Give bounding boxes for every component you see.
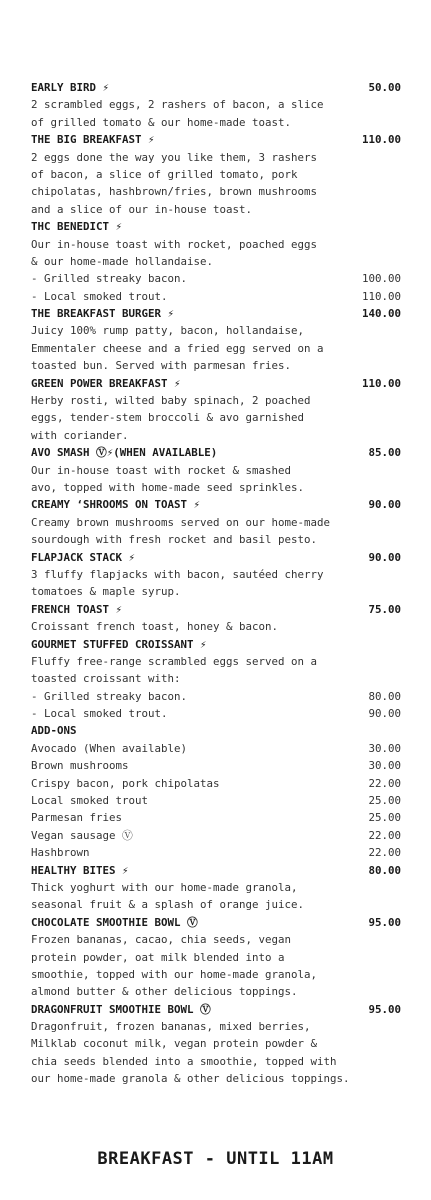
item-name: ADD-ONS	[31, 724, 77, 738]
item-price: 110.00	[361, 133, 401, 147]
menu-item-description	[31, 149, 401, 166]
item-price: 30.00	[368, 759, 401, 773]
item-text: smoothie, topped with our home-made granola,	[31, 967, 318, 981]
menu-option-row	[31, 270, 401, 287]
item-text: toasted croissant with:	[31, 672, 181, 686]
item-name: CREAMY ‘SHROOMS ON TOAST ⚡	[31, 498, 201, 512]
menu-item-title	[31, 375, 401, 392]
menu-option-row	[31, 844, 401, 861]
item-price: 80.00	[368, 689, 401, 703]
item-name: HEALTHY BITES ⚡	[31, 863, 129, 877]
item-price: 75.00	[368, 602, 401, 616]
menu-item-title	[31, 444, 401, 461]
item-text: Crispy bacon, pork chipolatas	[31, 776, 220, 790]
item-text: protein powder, oat milk blended into a	[31, 950, 285, 964]
menu-item-description	[31, 479, 401, 496]
item-price: 25.00	[368, 811, 401, 825]
item-text: - Grilled streaky bacon.	[31, 272, 188, 286]
menu-item-description	[31, 653, 401, 670]
item-price: 90.00	[368, 550, 401, 564]
item-text: 3 fluffy flapjacks with bacon, sautéed cherry	[31, 567, 324, 581]
menu-item-description	[31, 96, 401, 113]
item-text: 2 eggs done the way you like them, 3 rashers	[31, 150, 318, 164]
item-text: Fluffy free-range scrambled eggs served on a	[31, 654, 318, 668]
item-text: Herby rosti, wilted baby spinach, 2 poached	[31, 394, 311, 408]
item-text: - Local smoked trout.	[31, 289, 168, 303]
menu-item-title	[31, 1001, 401, 1018]
item-name: THC BENEDICT ⚡	[31, 220, 123, 234]
item-text: almond butter & other delicious toppings.	[31, 985, 298, 999]
menu-item-description	[31, 896, 401, 913]
menu-item-description	[31, 983, 401, 1000]
menu-item-description	[31, 114, 401, 131]
item-price: 80.00	[368, 863, 401, 877]
menu-item-title	[31, 218, 401, 235]
item-text: Our in-house toast with rocket & smashed	[31, 463, 292, 477]
menu-item-description	[31, 931, 401, 948]
menu-item-title	[31, 131, 401, 148]
menu-item-description	[31, 949, 401, 966]
menu-item-description	[31, 340, 401, 357]
item-text: Juicy 100% rump patty, bacon, hollandaise,	[31, 324, 305, 338]
item-text: Emmentaler cheese and a fried egg served on a	[31, 341, 324, 355]
item-price: 110.00	[361, 376, 401, 390]
menu-item-description	[31, 166, 401, 183]
item-text: our home-made granola & other delicious toppings.	[31, 1072, 350, 1086]
menu-footer-title: BREAKFAST - UNTIL 11AM	[97, 1149, 334, 1169]
menu-item-title	[31, 305, 401, 322]
menu-item-description	[31, 966, 401, 983]
item-text: Frozen bananas, cacao, chia seeds, vegan	[31, 933, 292, 947]
menu-option-row	[31, 688, 401, 705]
menu-item-description	[31, 253, 401, 270]
item-price: 50.00	[368, 81, 401, 94]
menu-item-description	[31, 201, 401, 218]
menu-option-row	[31, 792, 401, 809]
menu-option-row	[31, 809, 401, 826]
item-text: chia seeds blended into a smoothie, topped with	[31, 1054, 337, 1068]
item-text: and a slice of our in-house toast.	[31, 202, 253, 216]
item-text: Creamy brown mushrooms served on our home-made	[31, 515, 331, 529]
menu-item-title	[31, 549, 401, 566]
menu-item-description	[31, 409, 401, 426]
item-text: Thick yoghurt with our home-made granola,	[31, 880, 298, 894]
item-name: GREEN POWER BREAKFAST ⚡	[31, 376, 181, 390]
item-price: 140.00	[361, 307, 401, 321]
item-price: 95.00	[368, 915, 401, 929]
item-name: THE BIG BREAKFAST ⚡	[31, 133, 155, 147]
item-text: tomatoes & maple syrup.	[31, 585, 181, 599]
item-price: 85.00	[368, 446, 401, 460]
menu-option-row	[31, 827, 401, 844]
item-price: 95.00	[368, 1002, 401, 1016]
menu-item-title	[31, 862, 401, 879]
item-text: eggs, tender-stem broccoli & avo garnished	[31, 411, 305, 425]
item-name: EARLY BIRD ⚡	[31, 81, 110, 94]
item-text: & our home-made hollandaise.	[31, 254, 214, 268]
menu-item-title	[31, 601, 401, 618]
item-name: AVO SMASH Ⓥ⚡(WHEN AVAILABLE)	[31, 446, 218, 460]
item-price: 90.00	[368, 498, 401, 512]
menu-item-description	[31, 427, 401, 444]
item-text: Local smoked trout	[31, 794, 149, 808]
item-price: 100.00	[361, 272, 401, 286]
item-text: with coriander.	[31, 428, 129, 442]
menu-item-description	[31, 322, 401, 339]
item-text: Avocado (When available)	[31, 741, 188, 755]
item-price: 22.00	[368, 776, 401, 790]
item-price: 25.00	[368, 794, 401, 808]
menu-item-description	[31, 462, 401, 479]
menu-option-row	[31, 757, 401, 774]
menu-item-description	[31, 1053, 401, 1070]
menu-item-description	[31, 236, 401, 253]
item-text: 2 scrambled eggs, 2 rashers of bacon, a slice	[31, 98, 324, 112]
menu-item-description	[31, 879, 401, 896]
menu-item-description	[31, 357, 401, 374]
menu-item-description	[31, 531, 401, 548]
breakfast-menu	[31, 79, 401, 1088]
item-name: FRENCH TOAST ⚡	[31, 602, 123, 616]
item-price: 110.00	[361, 289, 401, 303]
item-name: FLAPJACK STACK ⚡	[31, 550, 136, 564]
item-text: sourdough with fresh rocket and basil pesto.	[31, 533, 318, 547]
item-text: - Grilled streaky bacon.	[31, 689, 188, 703]
item-text: Milklab coconut milk, vegan protein powder &	[31, 1037, 318, 1051]
menu-option-row	[31, 775, 401, 792]
item-text: Brown mushrooms	[31, 759, 129, 773]
menu-item-description	[31, 1018, 401, 1035]
menu-item-description	[31, 566, 401, 583]
item-text: of grilled tomato & our home-made toast.	[31, 115, 292, 129]
menu-item-title	[31, 722, 401, 739]
menu-item-description	[31, 1035, 401, 1052]
item-text: of bacon, a slice of grilled tomato, pork	[31, 167, 298, 181]
menu-item-description	[31, 514, 401, 531]
item-name: CHOCOLATE SMOOTHIE BOWL Ⓥ	[31, 915, 198, 929]
item-text: Our in-house toast with rocket, poached eggs	[31, 237, 318, 251]
item-text: Hashbrown	[31, 846, 90, 860]
item-price: 90.00	[368, 707, 401, 721]
item-text: seasonal fruit & a splash of orange juice.	[31, 898, 305, 912]
menu-item-description	[31, 618, 401, 635]
item-price: 30.00	[368, 741, 401, 755]
item-text: Dragonfruit, frozen bananas, mixed berries,	[31, 1020, 311, 1034]
menu-item-title	[31, 914, 401, 931]
item-name: THE BREAKFAST BURGER ⚡	[31, 307, 175, 321]
item-name: GOURMET STUFFED CROISSANT ⚡	[31, 637, 207, 651]
menu-item-description	[31, 583, 401, 600]
item-price: 22.00	[368, 846, 401, 860]
item-name: DRAGONFRUIT SMOOTHIE BOWL Ⓥ	[31, 1002, 211, 1016]
item-text: avo, topped with home-made seed sprinkles.	[31, 480, 305, 494]
menu-item-title	[31, 79, 401, 96]
item-text: Parmesan fries	[31, 811, 123, 825]
menu-option-row	[31, 288, 401, 305]
item-text: Vegan sausage Ⓥ	[31, 828, 133, 842]
menu-option-row	[31, 740, 401, 757]
menu-option-row	[31, 705, 401, 722]
item-text: Croissant french toast, honey & bacon.	[31, 620, 279, 634]
item-text: toasted bun. Served with parmesan fries.	[31, 359, 292, 373]
menu-item-description	[31, 1070, 401, 1087]
menu-item-description	[31, 670, 401, 687]
menu-item-description	[31, 392, 401, 409]
item-text: chipolatas, hashbrown/fries, brown mushrooms	[31, 185, 318, 199]
menu-item-title	[31, 496, 401, 513]
item-price: 22.00	[368, 828, 401, 842]
menu-item-description	[31, 183, 401, 200]
item-text: - Local smoked trout.	[31, 707, 168, 721]
menu-item-title	[31, 636, 401, 653]
